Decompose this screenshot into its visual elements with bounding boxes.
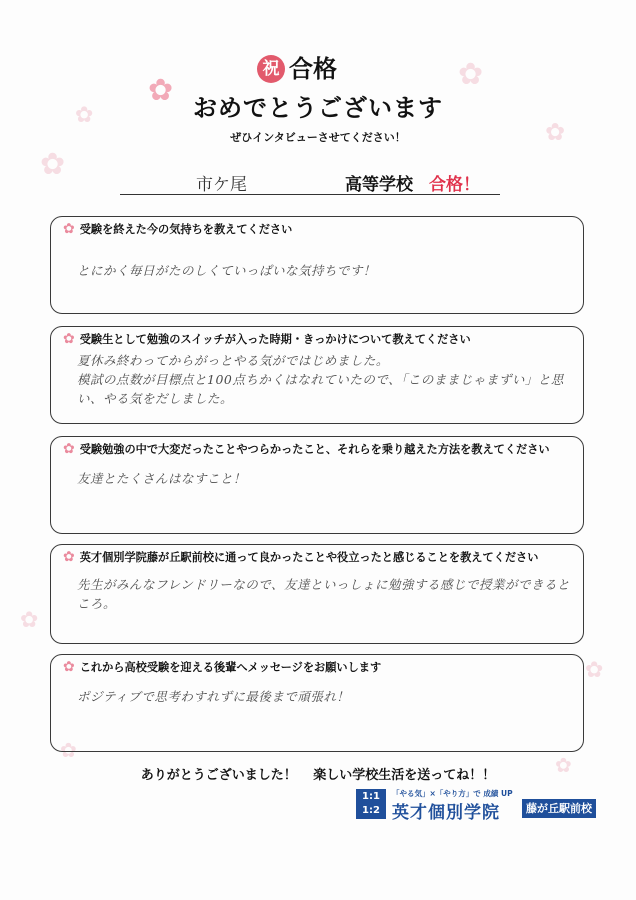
sakura-decoration-icon: ✿ xyxy=(585,658,604,683)
logo-tagline: 「やる気」×「やり方」で 成績 UP xyxy=(392,789,513,798)
answer-text: とにかく毎日がたのしくていっぱいな気持ちです！ xyxy=(77,263,376,278)
question-box-1 xyxy=(50,216,584,314)
question-header xyxy=(63,441,550,457)
question-box-2 xyxy=(50,326,584,424)
answer-text: 友達とたくさんはなすこと！ xyxy=(77,471,247,486)
sakura-bullet-icon: ✿ xyxy=(63,441,75,457)
question-box-5 xyxy=(50,654,584,752)
sakura-decoration-icon: ✿ xyxy=(40,147,66,182)
sakura-bullet-icon: ✿ xyxy=(63,221,75,237)
answer-text: ポジティブで思考わすれずに最後まで頑張れ！ xyxy=(77,689,350,704)
question-header xyxy=(63,549,538,565)
question-text: 受験生として勉強のスイッチが入った時期・きっかけについて教えてください xyxy=(79,333,471,346)
sakura-decoration-icon: ✿ xyxy=(555,753,572,777)
school-logo xyxy=(336,787,604,821)
question-header xyxy=(63,659,381,675)
sakura-decoration-icon: ✿ xyxy=(458,57,484,92)
question-box-3 xyxy=(50,436,584,534)
student-school-name: 市ケ尾 xyxy=(196,175,247,195)
answer-text: 夏休み終わってからがっとやる気がではじめました。 模試の点数が目標点と100点ちかくはなれていたので、「このままじゃまずい」と思い、やる気をだしました。 xyxy=(77,353,564,406)
footer-message xyxy=(0,764,636,783)
question-header xyxy=(63,221,292,237)
sakura-decoration-icon: ✿ xyxy=(75,103,94,128)
question-text: 受験勉強の中で大変だったことやつらかったこと、それらを乗り越えた方法を教えてください xyxy=(79,443,550,456)
sakura-decoration-icon: ✿ xyxy=(60,738,77,762)
question-text: これから高校受験を迎える後輩へメッセージをお願いします xyxy=(79,661,382,674)
sakura-bullet-icon: ✿ xyxy=(63,659,75,675)
footer-wish: 楽しい学校生活を送ってね！！ xyxy=(313,768,496,783)
answer-text: 先生がみんなフレンドリーなので、友達といっしょに勉強する感じで授業ができるところ。 xyxy=(77,577,570,611)
logo-branch: 藤が丘駅前校 xyxy=(522,799,596,818)
logo-name: 英才個別学院 xyxy=(392,803,500,823)
question-text: 英才個別学院藤が丘駅前校に通って良かったことや役立ったと感じることを教えてください xyxy=(79,551,539,564)
sakura-bullet-icon: ✿ xyxy=(63,331,75,347)
question-header xyxy=(63,331,471,347)
sakura-bullet-icon: ✿ xyxy=(63,549,75,565)
page-title: おめでとうございます xyxy=(193,94,443,122)
pass-label: 合格！ xyxy=(429,175,480,195)
iwai-badge: 祝 xyxy=(257,55,285,83)
sakura-flower-icon: ✿ xyxy=(148,73,174,108)
question-box-4 xyxy=(50,544,584,644)
school-type-label: 高等学校 xyxy=(345,175,413,195)
question-text: 受験を終えた今の気持ちを教えてください xyxy=(79,223,293,236)
name-underline xyxy=(120,194,500,195)
sakura-decoration-icon: ✿ xyxy=(20,608,39,633)
page-subtitle: ぜひインタビューさせてください！ xyxy=(230,131,406,144)
goukaku-heading: 合格 xyxy=(289,55,337,83)
logo-mark-icon: 1:1 1:2 xyxy=(356,789,386,819)
sakura-decoration-icon: ✿ xyxy=(545,118,566,146)
footer-thanks: ありがとうございました！ xyxy=(140,768,297,783)
